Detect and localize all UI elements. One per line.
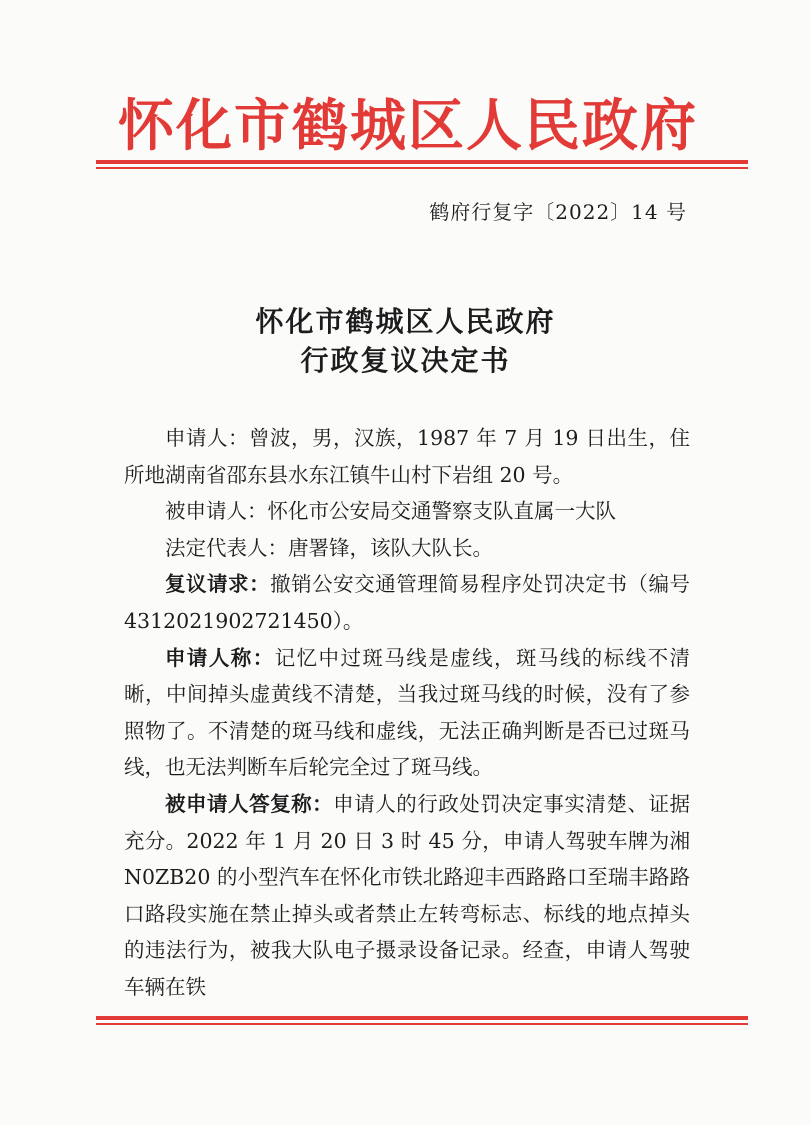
paragraph-legal-representative: 法定代表人：唐署锋，该队大队长。 [165,535,493,560]
document-title-line2: 行政复议决定书 [300,344,511,377]
paragraph-reply [124,786,690,1006]
reply-text: 申请人的行政处罚决定事实清楚、证据充分。2022 年 1 月 20 日 3 时 45 分，申请人驾驶车牌为湘 N0ZB20 的小型汽车在怀化市铁北路迎丰西路路口至瑞丰路路口路段实施在禁止掉头或者禁止左转弯标志、标线的地点掉头的违法行为，被我大队电子摄录设备记录。经查，申请人驾驶车辆在铁 [124,791,691,999]
document-number: 鹤府行复字〔2022〕14 号 [429,200,687,224]
masthead-title: 怀化市鹤城区人民政府 [118,94,698,159]
paragraph-request [124,566,690,639]
red-divider-top [96,160,748,169]
request-heading: 复议请求： [165,572,271,597]
document-title-line1: 怀化市鹤城区人民政府 [255,305,556,338]
claim-heading: 申请人称： [165,645,275,670]
claim-text: 记忆中过斑马线是虚线，斑马线的标线不清晰，中间掉头虚黄线不清楚，当我过斑马线的时候，没有了参照物了。不清楚的斑马线和虚线，无法正确判断是否已过斑马线，也无法判断车后轮完全过了斑马线。 [124,645,691,780]
red-divider-bottom [96,1016,748,1025]
paragraph-applicant: 申请人：曾波，男，汉族，1987 年 7 月 19 日出生，住所地湖南省邵东县水东江镇牛山村下岩组 20 号。 [124,426,690,487]
paragraph-respondent: 被申请人：怀化市公安局交通警察支队直属一大队 [165,499,616,524]
document-body [124,420,690,1006]
request-text: 撤销公安交通管理简易程序处罚决定书（编号4312021902721450）。 [124,572,691,633]
paragraph-claim [124,640,690,786]
reply-heading: 被申请人答复称： [165,791,334,816]
